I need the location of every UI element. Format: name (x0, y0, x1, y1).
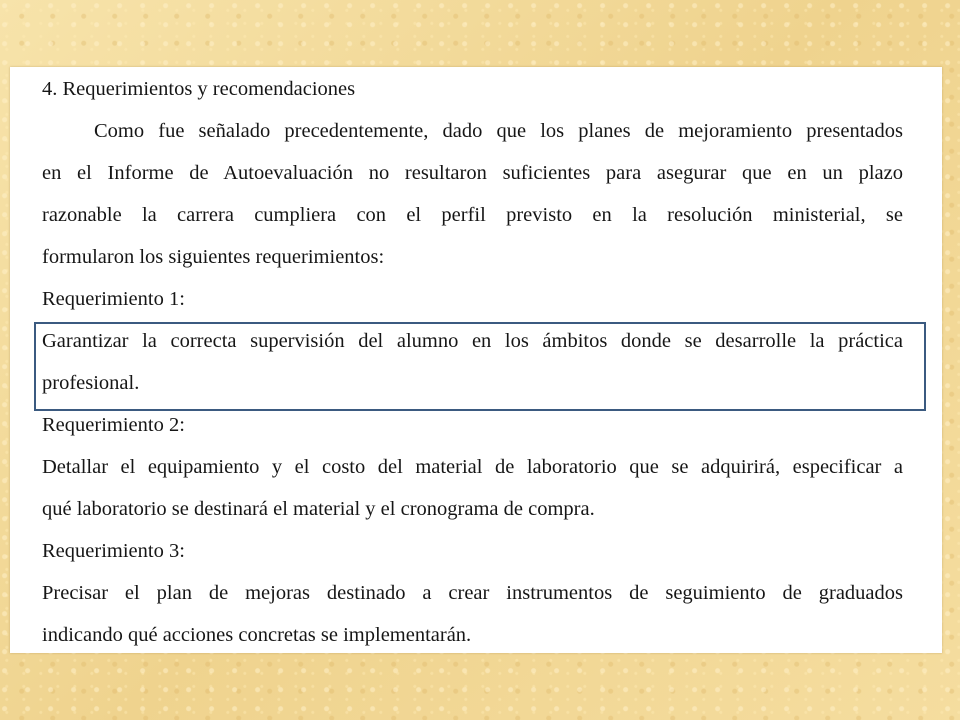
intro-paragraph-line: en el Informe de Autoevaluación no resultaron suficientes para asegurar que en un plazo (42, 162, 903, 184)
requirement-1-label: Requerimiento 1: (42, 288, 185, 310)
intro-paragraph-line: razonable la carrera cumpliera con el perfil previsto en la resolución ministerial, se (42, 204, 903, 226)
requirement-2-text-line: qué laboratorio se destinará el material y el cronograma de compra. (42, 498, 595, 520)
requirement-3-text-line: Precisar el plan de mejoras destinado a crear instrumentos de seguimiento de graduados (42, 582, 903, 604)
requirement-1-text-line: profesional. (42, 372, 140, 394)
intro-paragraph-line: formularon los siguientes requerimientos: (42, 246, 385, 268)
requirement-2-text-line: Detallar el equipamiento y el costo del material de laboratorio que se adquirirá, especificar a (42, 456, 903, 478)
requirement-1-text-line: Garantizar la correcta supervisión del alumno en los ámbitos donde se desarrolle la práctica (42, 330, 903, 352)
document-page (10, 67, 942, 653)
requirement-3-text-line: indicando qué acciones concretas se implementarán. (42, 624, 472, 646)
intro-paragraph-line: Como fue señalado precedentemente, dado que los planes de mejoramiento presentados (94, 120, 903, 142)
requirement-2-label: Requerimiento 2: (42, 414, 185, 436)
section-heading: 4. Requerimientos y recomendaciones (42, 78, 356, 100)
requirement-3-label: Requerimiento 3: (42, 540, 185, 562)
